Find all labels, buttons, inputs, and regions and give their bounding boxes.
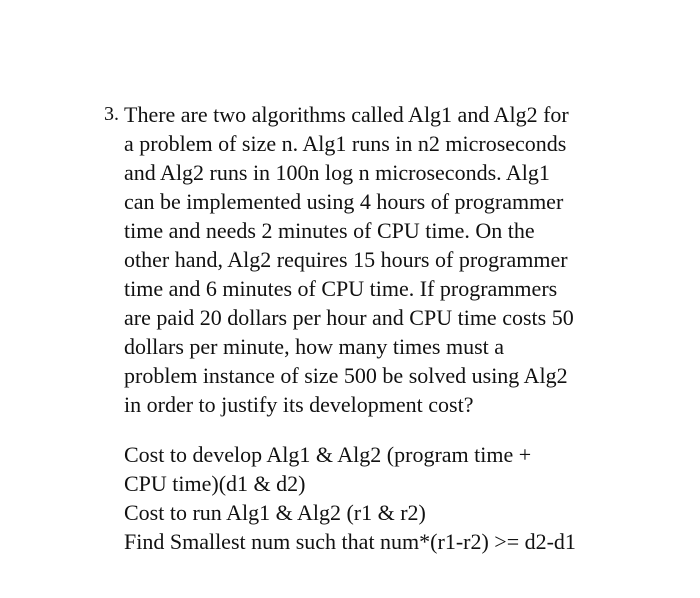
problem-line: dollars per minute, how many times must a	[124, 334, 505, 359]
problem-line: and Alg2 runs in 100n log n microseconds. Alg1	[124, 160, 550, 185]
problem-line: a problem of size n. Alg1 runs in n2 microseconds	[124, 131, 567, 156]
problem-line: There are two algorithms called Alg1 and Alg2 for	[124, 102, 569, 127]
problem-line: time and needs 2 minutes of CPU time. On the	[124, 218, 535, 243]
problem-line: are paid 20 dollars per hour and CPU time costs 50	[124, 305, 574, 330]
hint-line: Cost to run Alg1 & Alg2 (r1 & r2)	[124, 500, 426, 525]
problem-line: in order to justify its development cost?	[124, 392, 474, 417]
hint-line: Cost to develop Alg1 & Alg2 (program time +	[124, 442, 532, 467]
hint-line: Find Smallest num such that num*(r1-r2) >= d2-d1	[124, 529, 576, 554]
problem-line: problem instance of size 500 be solved using Alg2	[124, 363, 568, 388]
problem-number: 3.	[104, 103, 119, 125]
problem-line: time and 6 minutes of CPU time. If programmers	[124, 276, 558, 301]
hint-line: CPU time)(d1 & d2)	[124, 471, 306, 496]
problem-line: can be implemented using 4 hours of programmer	[124, 189, 564, 214]
problem-line: other hand, Alg2 requires 15 hours of programmer	[124, 247, 568, 272]
